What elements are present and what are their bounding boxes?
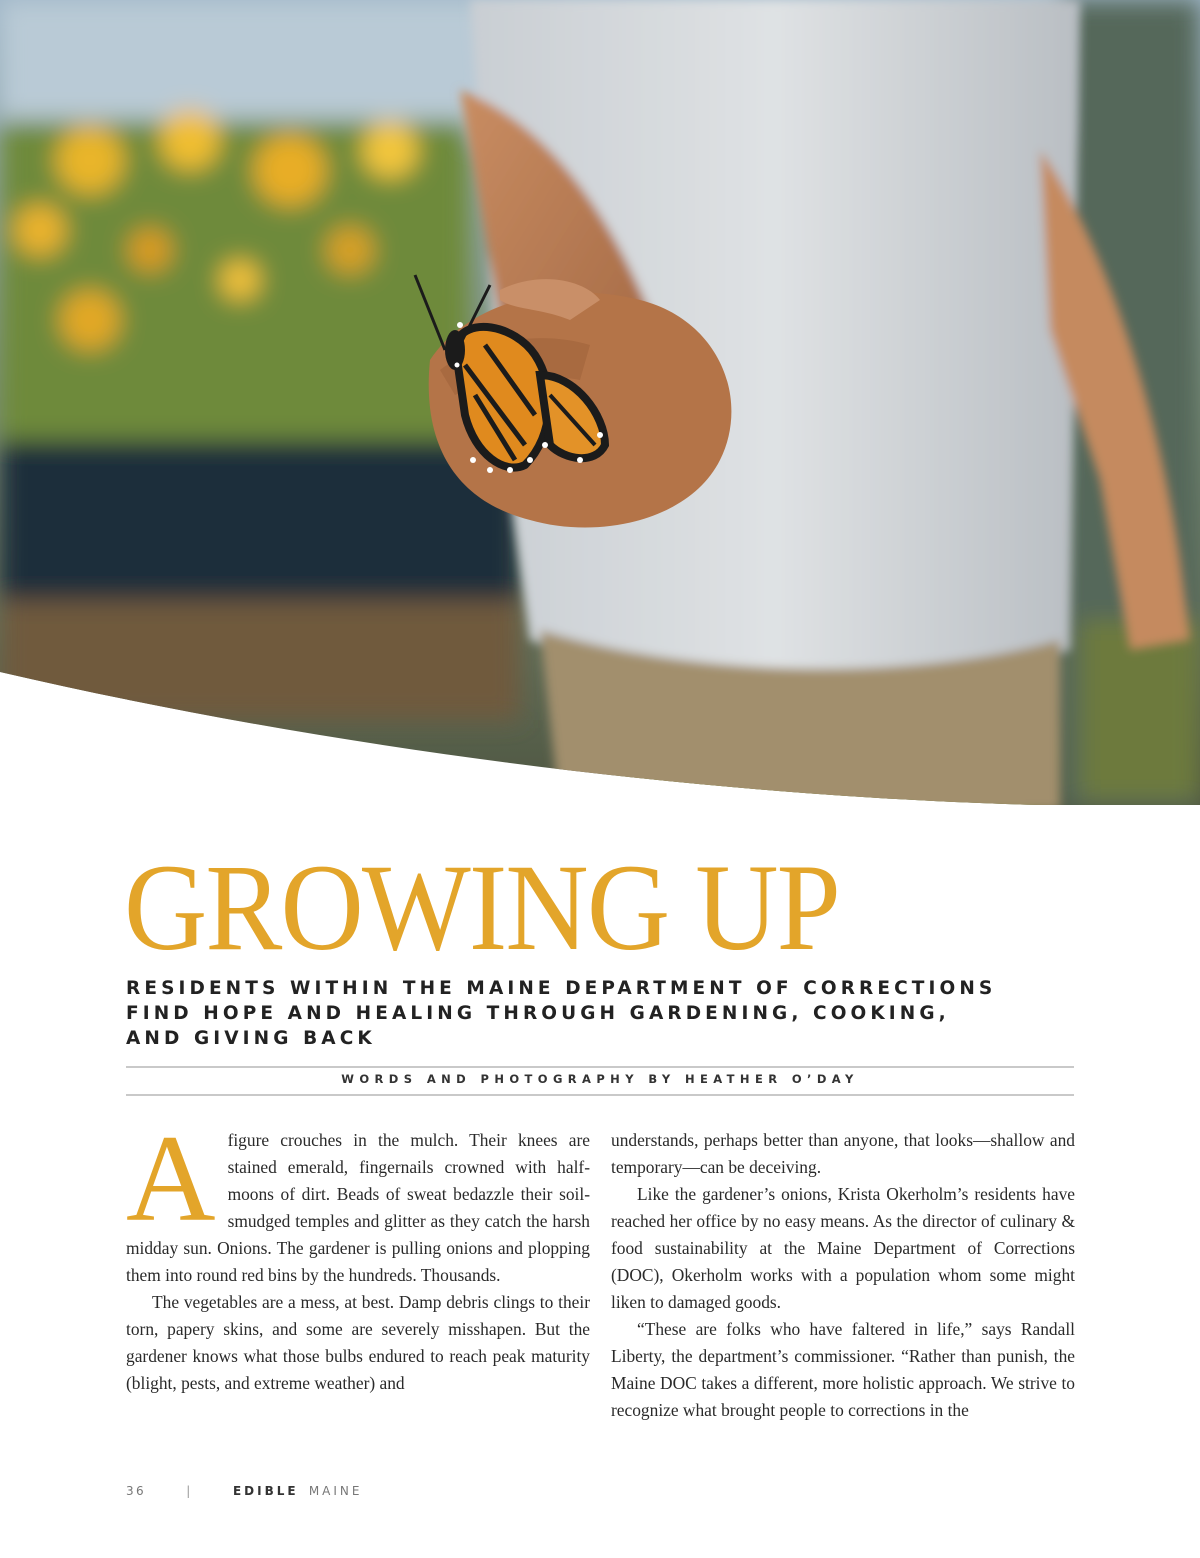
subtitle-line: FIND HOPE AND HEALING THROUGH GARDENING, COOKING, bbox=[126, 1003, 950, 1024]
magazine-name-bold: EDIBLE bbox=[232, 1484, 299, 1498]
paragraph bbox=[126, 1110, 590, 1289]
article-subtitle bbox=[126, 976, 1086, 1051]
body-column-right bbox=[611, 1127, 1075, 1424]
subtitle-line: RESIDENTS WITHIN THE MAINE DEPARTMENT OF CORRECTIONS bbox=[126, 978, 997, 999]
page-number: 36 bbox=[126, 1484, 147, 1498]
paragraph: “These are folks who have faltered in life,” says Randall Liberty, the department’s commissioner. “Rather than punish, the Maine DOC takes a different, more holistic approach. We strive to recognize what brought people to corrections in the bbox=[611, 1319, 1075, 1420]
paragraph: understands, perhaps better than anyone, that looks—shallow and temporary—can be deceiving. bbox=[611, 1130, 1075, 1177]
drop-cap: A bbox=[126, 1110, 216, 1247]
footer-separator: | bbox=[186, 1484, 193, 1498]
byline-rule-top bbox=[126, 1066, 1074, 1068]
paragraph-text: figure crouches in the mulch. Their knees are stained emerald, fingernails crowned with half-moons of dirt. Beads of sweat bedazzle their soil-smudged temples and glitter as they catch the harsh midday sun. Onions. The gardener is pulling onions and plopping them into round red bins by the hundreds. Thousands. bbox=[126, 1130, 590, 1285]
paragraph: The vegetables are a mess, at best. Damp debris clings to their torn, papery skins, and some are severely misshapen. But the gardener knows what those bulbs endured to reach peak maturity (blight, pests, and extreme weather) and bbox=[126, 1292, 590, 1393]
byline-rule-bottom bbox=[126, 1094, 1074, 1096]
subtitle-line: AND GIVING BACK bbox=[126, 1028, 376, 1049]
body-column-left bbox=[126, 1110, 590, 1397]
paragraph: Like the gardener’s onions, Krista Okerholm’s residents have reached her office by no easy means. As the director of culinary & food sustainability at the Maine Department of Corrections (DOC), Okerholm works with a population whom some might liken to damaged goods. bbox=[611, 1184, 1075, 1312]
article-title: GROWING UP bbox=[124, 839, 839, 976]
magazine-name-light: MAINE bbox=[308, 1484, 363, 1498]
byline: WORDS AND PHOTOGRAPHY BY HEATHER O’DAY bbox=[341, 1072, 859, 1086]
page-footer bbox=[126, 1484, 362, 1498]
